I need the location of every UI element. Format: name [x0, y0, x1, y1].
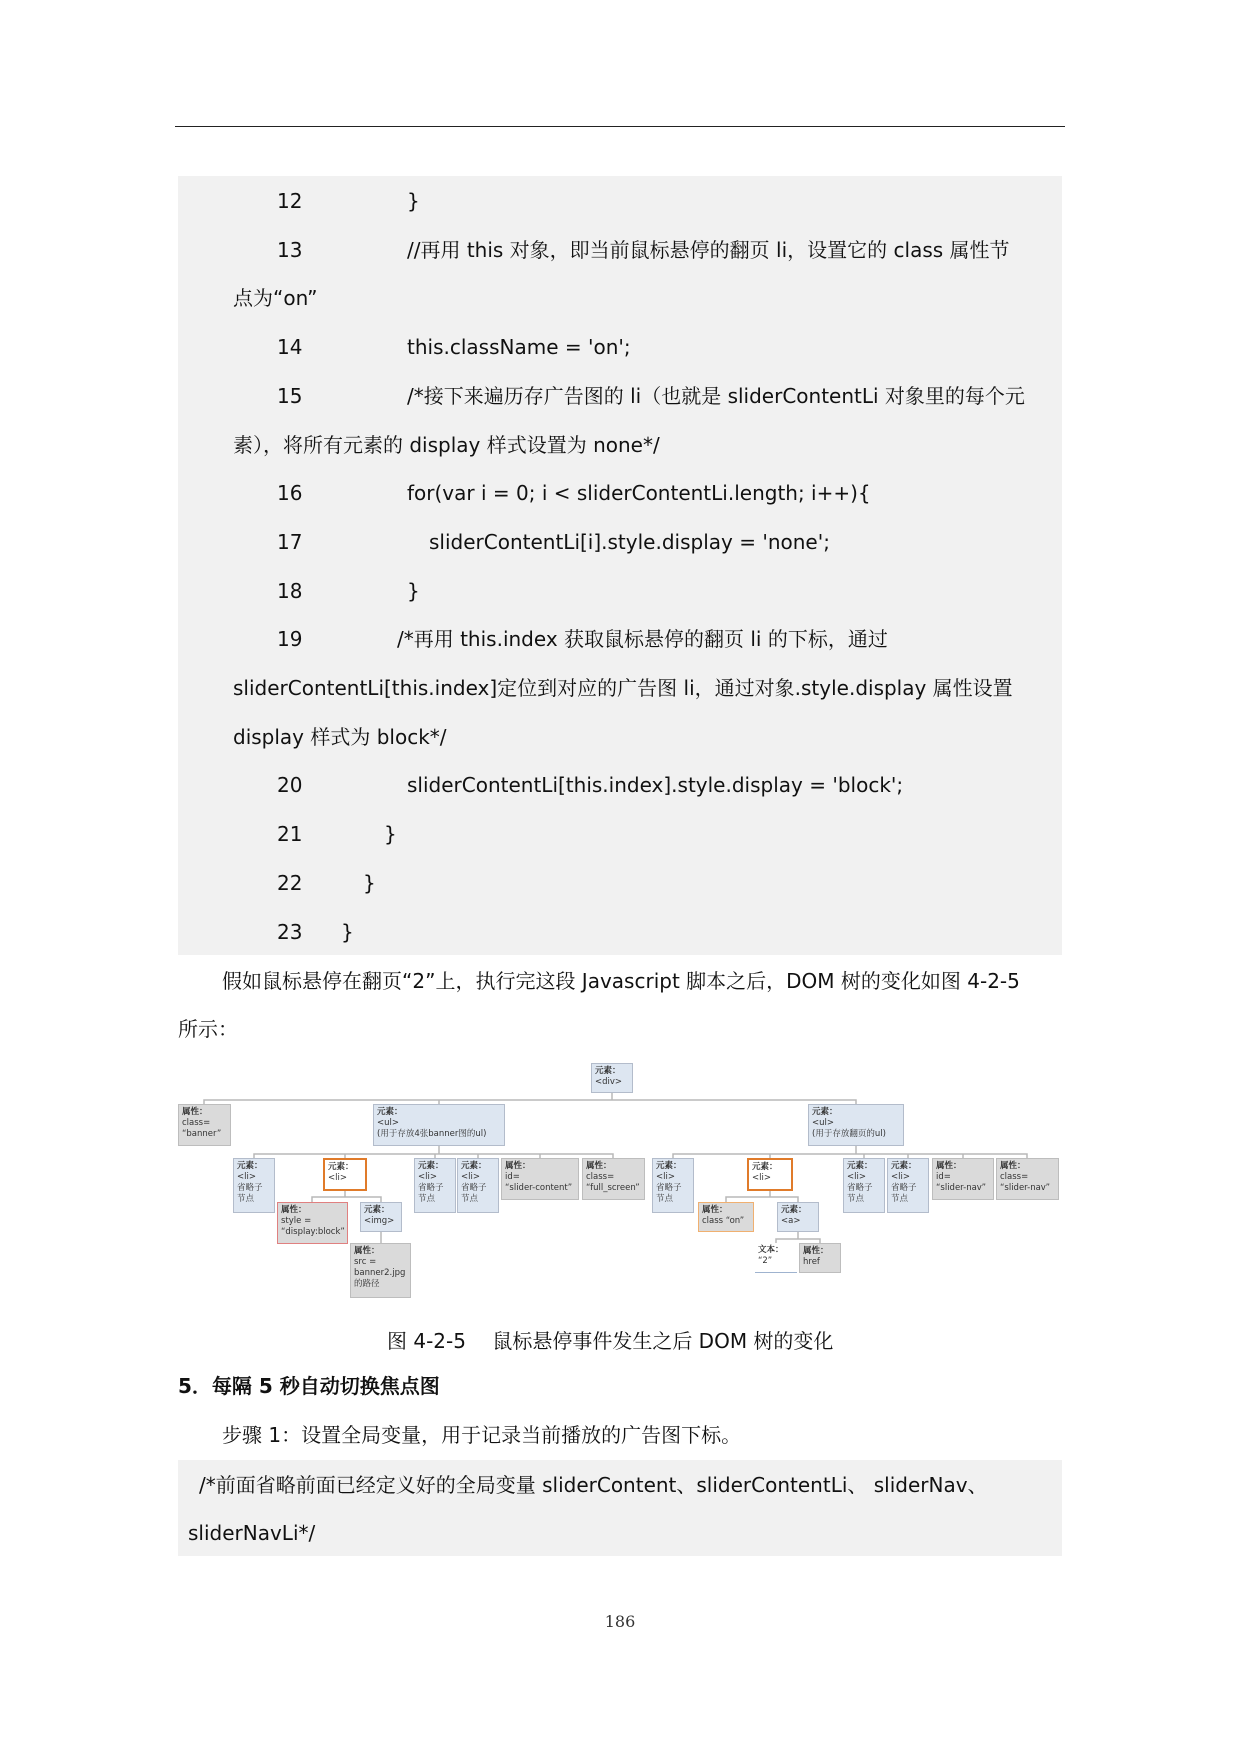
line-number: 20: [277, 773, 303, 798]
node-text: 节点: [847, 1194, 865, 1204]
code-text-cont: 素），将所有元素的 display 样式设置为 none*/: [233, 432, 660, 457]
node-text: <div>: [595, 1077, 623, 1087]
node-text: 属性：: [586, 1161, 612, 1171]
node-text: <li>: [656, 1172, 675, 1182]
node-text: 元素：: [752, 1162, 778, 1172]
line-number: 12: [277, 189, 303, 213]
tree-node-li-sel: [323, 1158, 367, 1191]
step-text: 步骤 1：设置全局变量，用于记录当前播放的广告图下标。: [222, 1423, 742, 1447]
node-text: 省略子: [418, 1183, 444, 1193]
tree-node-ul2: [808, 1104, 904, 1146]
code-text-cont: display 样式为 block*/: [233, 724, 447, 749]
code-text: }: [363, 870, 376, 895]
line-number: 15: [277, 383, 303, 408]
line-number: 19: [277, 627, 303, 652]
node-text: <li>: [847, 1172, 866, 1182]
node-text: “slider-nav”: [936, 1183, 987, 1193]
node-text: “2”: [758, 1256, 773, 1266]
node-text: 省略子: [461, 1183, 487, 1193]
code-text: }: [384, 822, 397, 847]
node-text: <li>: [461, 1172, 480, 1182]
node-text: class=: [586, 1172, 615, 1182]
tree-node-li-omit: [414, 1158, 456, 1213]
code-text: /*接下来遍历存广告图的 li（也就是 sliderContentLi 对象里的每个元: [407, 383, 1025, 408]
node-text: 元素：: [812, 1107, 838, 1117]
line-number: 18: [277, 578, 303, 603]
node-text: “full_screen”: [586, 1183, 640, 1193]
node-text: <a>: [781, 1216, 801, 1226]
node-text: (用于存放4张banner图的ul): [377, 1129, 487, 1139]
code-text: sliderContentLi[this.index].style.display = 'block';: [407, 773, 904, 798]
node-text: 元素：: [781, 1205, 807, 1215]
node-text: 属性：: [1000, 1161, 1026, 1171]
code-text: }: [407, 578, 420, 603]
node-text: 文本：: [758, 1245, 784, 1255]
code-text: sliderContentLi[i].style.display = 'none';: [429, 529, 830, 554]
tree-node-div: [591, 1063, 633, 1093]
node-text: (用于存放翻页的ul): [812, 1129, 886, 1139]
node-text: 属性：: [354, 1246, 380, 1256]
tree-node-banner: [178, 1104, 231, 1146]
node-text: 属性：: [281, 1205, 307, 1215]
node-text: 节点: [418, 1194, 436, 1204]
tree-node-img: [360, 1202, 402, 1232]
code-text: //再用 this 对象，即当前鼠标悬停的翻页 li，设置它的 class 属性节: [407, 237, 1010, 262]
node-text: 节点: [461, 1194, 479, 1204]
node-text: 元素：: [847, 1161, 873, 1171]
node-text: 元素：: [364, 1205, 390, 1215]
code-text: this.className = 'on';: [407, 335, 631, 360]
node-text: 省略子: [237, 1183, 263, 1193]
tree-node-src: [350, 1243, 411, 1298]
code-line: /*前面省略前面已经定义好的全局变量 sliderContent、sliderContentLi、 sliderNav、: [199, 1473, 988, 1497]
tree-node-li-omit: [887, 1158, 929, 1213]
node-text: 省略子: [891, 1183, 917, 1193]
code-text: /*再用 this.index 获取鼠标悬停的翻页 li 的下标，通过: [397, 627, 888, 652]
tree-node-class-nav: [996, 1158, 1059, 1200]
tree-node-li-omit: [457, 1158, 499, 1213]
node-text: “banner”: [182, 1129, 222, 1139]
node-text: 元素：: [328, 1162, 354, 1172]
tree-node-li-sel: [747, 1158, 793, 1191]
node-text: 元素：: [656, 1161, 682, 1171]
node-text: 元素：: [595, 1066, 621, 1076]
node-text: 节点: [656, 1194, 674, 1204]
tree-node-li-omit: [233, 1158, 275, 1213]
tree-node-class-on: [698, 1202, 754, 1232]
node-text: 省略子: [847, 1183, 873, 1193]
node-text: 属性：: [182, 1107, 208, 1117]
node-text: <li>: [891, 1172, 910, 1182]
node-text: 元素：: [237, 1161, 263, 1171]
node-text: 省略子: [656, 1183, 682, 1193]
node-text: 属性：: [702, 1205, 728, 1215]
node-text: style =: [281, 1216, 312, 1226]
tree-node-a: [777, 1202, 819, 1232]
node-text: 元素：: [418, 1161, 444, 1171]
line-number: 14: [277, 335, 303, 360]
node-text: class=: [182, 1118, 211, 1128]
node-text: 元素：: [891, 1161, 917, 1171]
node-text: <li>: [418, 1172, 437, 1182]
node-text: href: [803, 1257, 820, 1267]
code-line: sliderNavLi*/: [188, 1521, 316, 1545]
node-text: “slider-nav”: [1000, 1183, 1051, 1193]
node-text: <li>: [237, 1172, 256, 1182]
paragraph: 假如鼠标悬停在翻页“2”上，执行完这段 Javascript 脚本之后，DOM 树的变化如图 4-2-5: [222, 969, 1020, 993]
tree-node-style: [277, 1202, 348, 1244]
tree-node-id-content: [501, 1158, 579, 1200]
node-text: <li>: [752, 1173, 771, 1183]
node-text: banner2.jpg: [354, 1268, 406, 1278]
page-number: 186: [604, 1612, 636, 1631]
node-text: 元素：: [461, 1161, 487, 1171]
node-text: id=: [936, 1172, 951, 1182]
node-text: 属性：: [803, 1246, 829, 1256]
code-text: for(var i = 0; i < sliderContentLi.length; i++){: [407, 481, 871, 506]
line-number: 22: [277, 870, 303, 895]
tree-node-text2: [755, 1243, 797, 1273]
node-text: 元素：: [377, 1107, 403, 1117]
node-text: 节点: [891, 1194, 909, 1204]
tree-node-li-omit: [843, 1158, 885, 1213]
line-number: 23: [277, 919, 303, 944]
node-text: 属性：: [505, 1161, 531, 1171]
paragraph-cont: 所示：: [178, 1017, 238, 1041]
tree-node-ul1: [373, 1104, 505, 1146]
code-text: }: [407, 189, 420, 213]
node-text: class “on”: [702, 1216, 745, 1226]
node-text: id=: [505, 1172, 520, 1182]
node-text: “display:block”: [281, 1227, 345, 1237]
code-text-cont: 点为“on”: [233, 286, 318, 311]
node-text: <ul>: [812, 1118, 834, 1128]
tree-node-class-full: [582, 1158, 645, 1200]
node-text: class=: [1000, 1172, 1029, 1182]
tree-node-li-omit: [652, 1158, 694, 1213]
figure-caption: 图 4-2-5 鼠标悬停事件发生之后 DOM 树的变化: [387, 1329, 834, 1353]
line-number: 17: [277, 529, 303, 554]
tree-node-id-nav: [932, 1158, 994, 1200]
node-text: <img>: [364, 1216, 395, 1226]
code-text-cont: sliderContentLi[this.index]定位到对应的广告图 li，通过对象.style.display 属性设置: [233, 676, 1013, 700]
node-text: src =: [354, 1257, 377, 1267]
node-text: 的路径: [354, 1279, 380, 1289]
node-text: <ul>: [377, 1118, 399, 1128]
line-number: 16: [277, 481, 303, 506]
node-text: 节点: [237, 1194, 255, 1204]
tree-node-href: [799, 1243, 841, 1273]
node-text: 属性：: [936, 1161, 962, 1171]
code-text: }: [341, 919, 354, 944]
node-text: “slider-content”: [505, 1183, 573, 1193]
node-text: <li>: [328, 1173, 347, 1183]
line-number: 13: [277, 237, 303, 262]
section-heading: 5．每隔 5 秒自动切换焦点图: [178, 1374, 440, 1398]
line-number: 21: [277, 822, 303, 847]
